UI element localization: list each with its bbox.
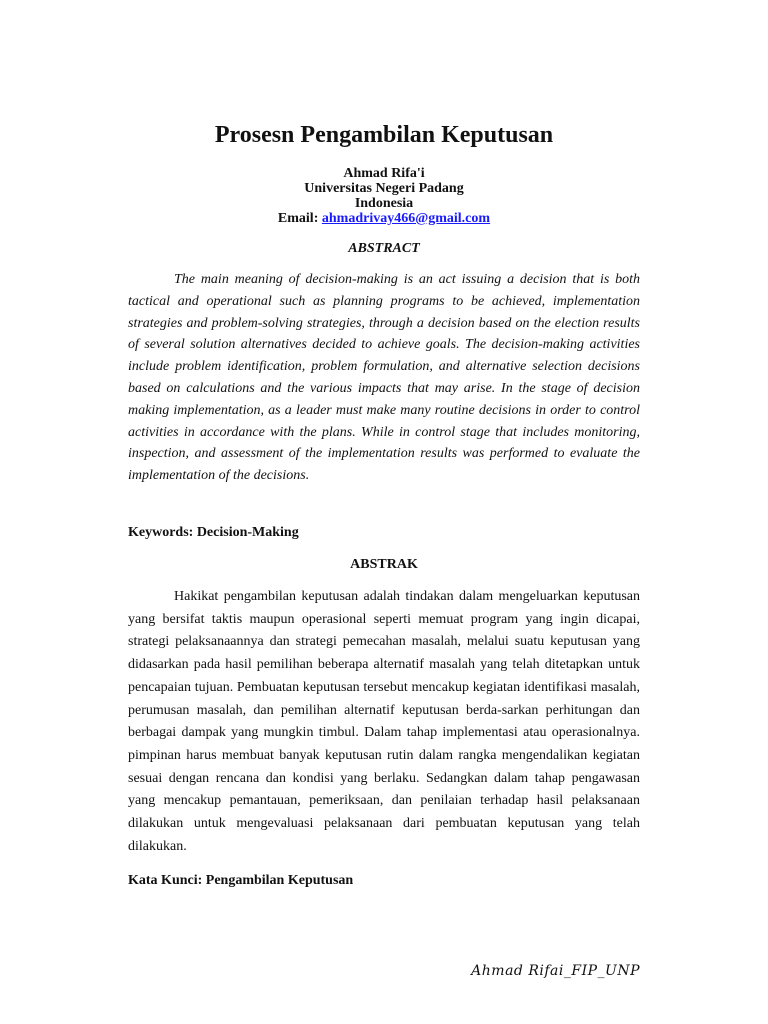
author-country: Indonesia [354, 196, 414, 211]
abstrak-heading: ABSTRAK [350, 557, 418, 572]
author-block [128, 166, 640, 226]
paper-title: Prosesn Pengambilan Keputusan [214, 122, 554, 148]
email-label: Email: [277, 211, 319, 226]
footer-signature: Ahmad Rifai_FIP_UNP [471, 963, 640, 979]
author-institution: Universitas Negeri Padang [304, 181, 464, 196]
keywords-line: Keywords: Decision-Making [128, 525, 299, 540]
author-email-line [128, 211, 640, 226]
abstract-heading: ABSTRACT [348, 241, 420, 256]
author-name: Ahmad Rifa'i [343, 166, 425, 181]
document-page [128, 0, 640, 1024]
email-link[interactable]: ahmadrivay466@gmail.com [321, 211, 491, 226]
abstrak-body: Hakikat pengambilan keputusan adalah tindakan dalam mengeluarkan keputusan yang bersifat taktis maupun operasional seperti memuat program yang ingin dicapai, strategi pelaksanaannya dan strategi pemecahan masalah, melalui suatu keputusan yang didasarkan pada hasil pemilihan beberapa alternatif masalah yang telah ditetapkan untuk pencapaian tujuan. Pembuatan keputusan tersebut mencakup kegiatan identifikasi masalah, perumusan masalah, dan pemilihan alternatif keputusan berda-sarkan perhitungan dan berbagai dampak yang mungkin timbul. Dalam tahap implementasi atau operasionalnya. pimpinan harus membuat banyak keputusan rutin dalam rangka mengendalikan kegiatan sesuai dengan rencana dan kondisi yang berlaku. Sedangkan dalam tahap pengawasan yang mencakup pemantauan, pemeriksaan, dan penilaian terhadap hasil pelaksanaan dilakukan untuk mengevaluasi pelaksanaan dari pembuatan keputusan yang telah dilakukan. [128, 589, 640, 854]
kata-kunci-line: Kata Kunci: Pengambilan Keputusan [128, 873, 354, 888]
abstract-body: The main meaning of decision-making is an act issuing a decision that is both tactical and operational such as planning programs to be achieved, implementation strategies and problem-solving strategies, through a decision based on the election results of several solution alternatives decided to achieve goals. The decision-making activities include problem identification, problem formulation, and alternative selection decisions based on calculations and the various impacts that may arise. In the stage of decision making implementation, as a leader must make many routine decisions in order to control activities in accordance with the plans. While in control stage that includes monitoring, inspection, and assessment of the implementation results was performed to evaluate the implementation of the decisions. [128, 272, 640, 484]
